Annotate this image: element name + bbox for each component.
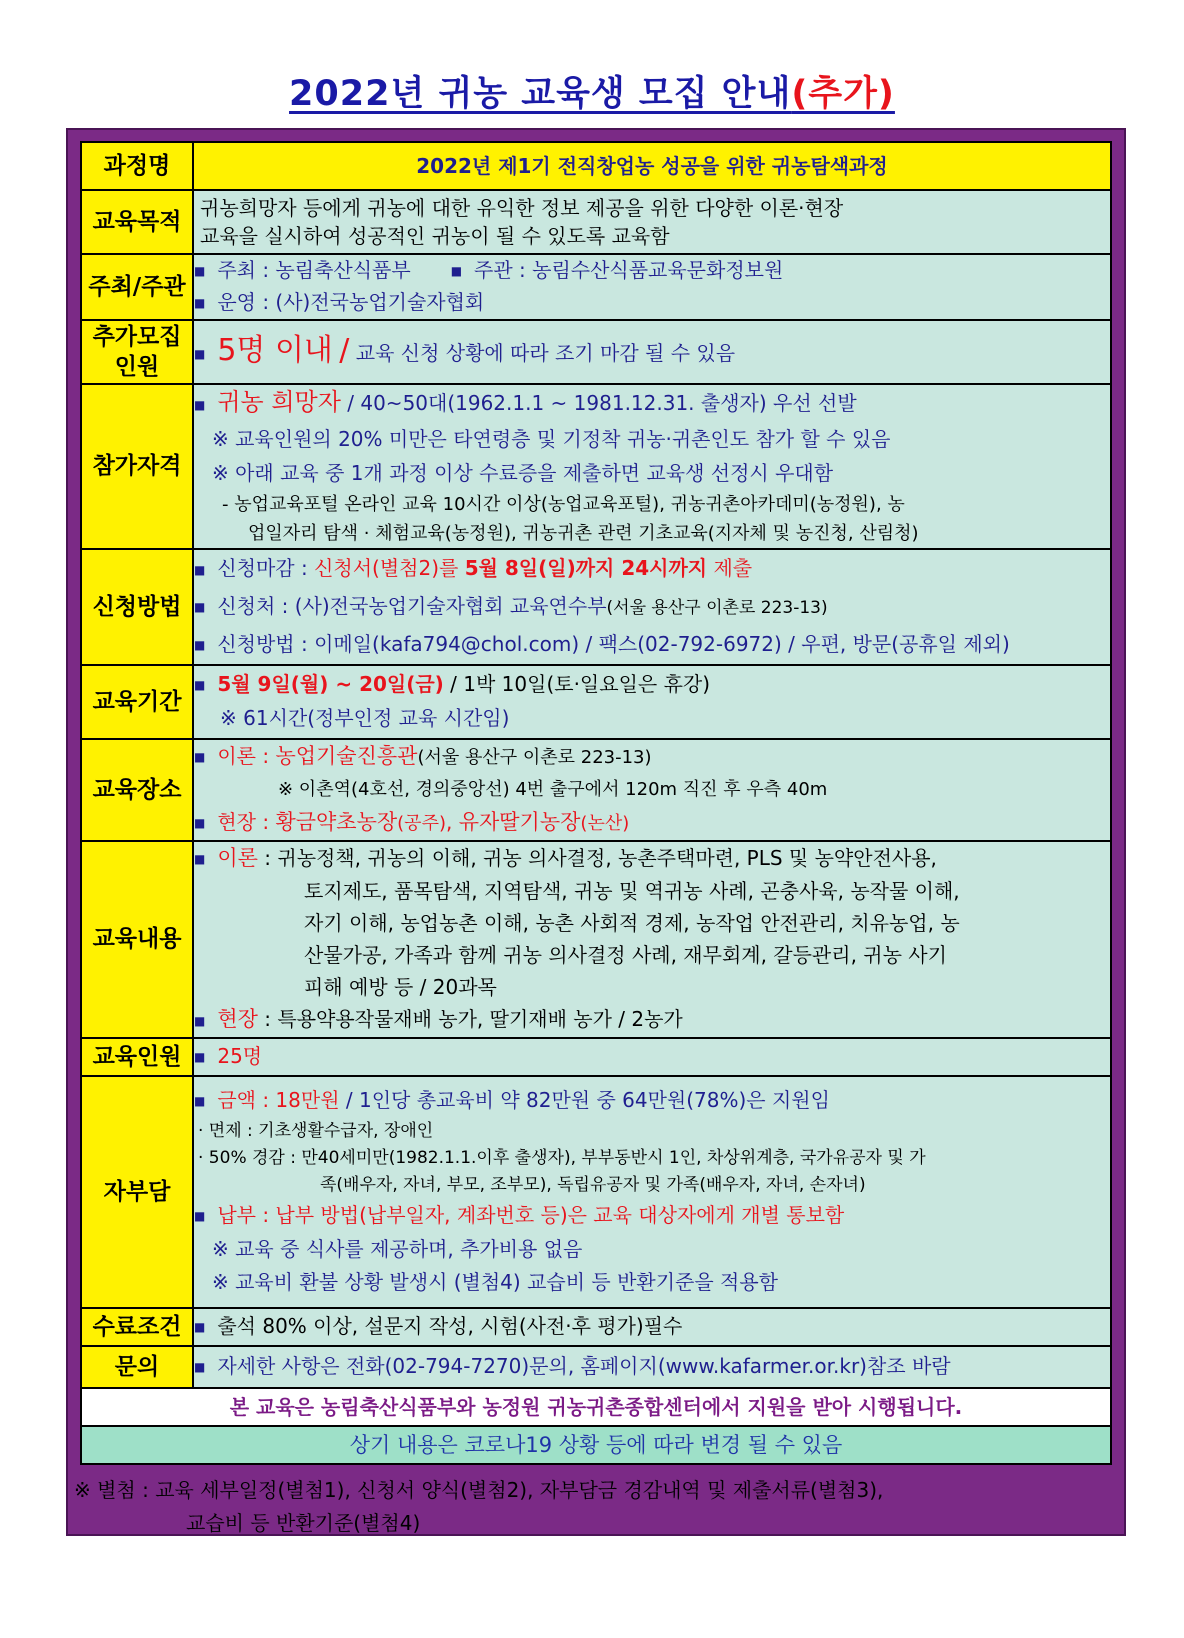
row-course <box>81 142 1111 190</box>
content-theory-line: 피해 예방 등 / 20과목 <box>304 975 497 999</box>
title-main: 2022년 귀농 교육생 모집 안내 <box>289 74 792 114</box>
eligibility-dash2: 업일자리 탐색 · 체험교육(농정원), 귀농귀촌 관련 기초교육(지자체 및 농진청, 산림청) <box>248 522 919 544</box>
row-headcount <box>81 1038 1111 1076</box>
headcount-value: 25명 <box>217 1043 263 1068</box>
inquiry-value: 자세한 사항은 전화(02-794-7270)문의, 홈페이지(www.kafarmer.or.kr)참조 바람 <box>217 1353 951 1378</box>
bullet-icon: ■ <box>194 1013 206 1028</box>
deadline-date: 5월 8일(일)까지 24시까지 <box>464 556 708 580</box>
content-theory-label: 이론 <box>217 845 258 870</box>
cost-note2: ※ 교육비 환불 상황 발생시 (별첨4) 교습비 등 반환기준을 적용함 <box>212 1270 778 1294</box>
bullet-icon: ■ <box>194 678 206 692</box>
eligibility-note1: ※ 교육인원의 20% 미만은 타연령층 및 기정착 귀농·귀촌인도 참가 할 수 있음 <box>212 426 891 451</box>
label-host: 주최/주관 <box>81 254 193 320</box>
cost-discount1: · 50% 경감 : 만40세미만(1982.1.1.이후 출생자), 부부동반시 1인, 차상위계층, 국가유공자 및 가 <box>198 1148 926 1168</box>
cost-discount2: 족(배우자, 자녀, 부모, 조부모), 독립유공자 및 가족(배우자, 자녀, 손자녀) <box>320 1175 866 1195</box>
label-course: 과정명 <box>81 142 193 190</box>
period-note: ※ 61시간(정부인정 교육 시간임) <box>220 706 510 730</box>
content-theory-line: 산물가공, 가족과 함께 귀농 의사결정 사례, 재무회계, 갈등관리, 귀농 사기 <box>304 943 947 967</box>
eligibility-target: 귀농 희망자 <box>217 388 341 416</box>
recruit-count: 5명 이내 <box>217 332 333 368</box>
apply-place: 신청처 : (사)전국농업기술자협회 교육연수부 <box>217 593 607 618</box>
row-notice2 <box>81 1426 1111 1464</box>
change-notice: 상기 내용은 코로나19 상황 등에 따라 변경 될 수 있음 <box>81 1426 1111 1464</box>
label-venue: 교육장소 <box>81 739 193 841</box>
cost-note1: ※ 교육 중 식사를 제공하며, 추가비용 없음 <box>212 1237 583 1261</box>
label-apply: 신청방법 <box>81 549 193 665</box>
content-theory-line: : 귀농정책, 귀농의 이해, 귀농 의사결정, 농촌주택마련, PLS 및 농약안전사용, <box>264 845 937 870</box>
organizer-text: 주관 : 농림수산식품교육문화정보원 <box>474 258 784 282</box>
venue-theory-place: 농업기술진흥관 <box>275 743 418 768</box>
bullet-icon: ■ <box>194 1094 206 1108</box>
label-cost: 자부담 <box>81 1076 193 1308</box>
venue-theory-label: 이론 : <box>217 743 276 768</box>
bullet-icon: ■ <box>194 852 206 866</box>
venue-field-region1: (공주) <box>397 812 446 834</box>
cost-amount: 금액 : 18만원 <box>217 1088 340 1112</box>
bullet-icon: ■ <box>450 264 463 278</box>
attachments-line1: ※ 별첨 : 교육 세부일정(별첨1), 신청서 양식(별첨2), 자부담금 경감내역 및 제출서류(별첨3), <box>74 1478 884 1502</box>
content-theory-line: 자기 이해, 농업농촌 이해, 농촌 사회적 경제, 농작업 안전관리, 치유농업, 농 <box>304 911 960 935</box>
bullet-icon: ■ <box>194 816 206 830</box>
row-extra-recruit <box>81 320 1111 384</box>
cost-amount-rest: / 1인당 총교육비 약 82만원 중 64만원(78%)은 지원임 <box>339 1088 830 1112</box>
label-period: 교육기간 <box>81 665 193 739</box>
purpose-line2: 교육을 실시하여 성공적인 귀농이 될 수 있도록 교육함 <box>200 224 670 248</box>
cost-exempt: · 면제 : 기초생활수급자, 장애인 <box>198 1121 434 1141</box>
apply-method: 신청방법 : 이메일(kafa794@chol.com) / 팩스(02-792-6972) / 우편, 방문(공휴일 제외) <box>217 631 1010 656</box>
bullet-icon: ■ <box>194 638 206 652</box>
venue-theory-address: (서울 용산구 이촌로 223-13) <box>417 746 652 768</box>
row-completion <box>81 1308 1111 1346</box>
course-name: 2022년 제1기 전직창업농 성공을 위한 귀농탐색과정 <box>193 142 1111 190</box>
host-text: 주최 : 농림축산식품부 <box>217 258 411 282</box>
recruit-note: 교육 신청 상황에 따라 조기 마감 될 수 있음 <box>355 340 736 365</box>
operator-text: 운영 : (사)전국농업기술자협회 <box>217 290 485 314</box>
eligibility-note2: ※ 아래 교육 중 1개 과정 이상 수료증을 제출하면 교육생 선정시 우대함 <box>212 460 834 485</box>
support-notice: 본 교육은 농림축산식품부와 농정원 귀농귀촌종합센터에서 지원을 받아 시행됩니다. <box>81 1388 1111 1426</box>
bullet-icon: ■ <box>194 296 206 310</box>
bullet-icon: ■ <box>194 1319 206 1334</box>
row-host <box>81 254 1111 320</box>
recruit-slash: / <box>339 332 350 368</box>
row-venue <box>81 739 1111 841</box>
deadline-form: 신청서(별첨2)를 <box>314 556 465 580</box>
row-notice1 <box>81 1388 1111 1426</box>
cost-payment: 납부 : 납부 방법(납부일자, 계좌번호 등)은 교육 대상자에게 개별 통보함 <box>217 1203 845 1227</box>
bullet-icon: ■ <box>194 562 206 577</box>
page-title <box>0 66 1184 116</box>
content-field-label: 현장 <box>217 1007 258 1031</box>
period-rest: / 1박 10일(토·일요일은 휴강) <box>443 672 711 696</box>
content-field-text: : 특용약용작물재배 농가, 딸기재배 농가 / 2농가 <box>264 1007 683 1031</box>
label-extra-recruit: 추가모집 인원 <box>81 320 193 384</box>
label-inquiry: 문의 <box>81 1346 193 1388</box>
content-theory-line: 토지제도, 품목탐색, 지역탐색, 귀농 및 역귀농 사례, 곤충사육, 농작물 이해, <box>304 879 960 903</box>
row-purpose <box>81 190 1111 254</box>
apply-address: (서울 용산구 이촌로 223-13) <box>606 597 828 618</box>
row-eligibility <box>81 384 1111 549</box>
completion-value: 출석 80% 이상, 설문지 작성, 시험(사전·후 평가)필수 <box>217 1313 683 1338</box>
attachments-line2: 교습비 등 반환기준(별첨4) <box>186 1511 421 1535</box>
deadline-label: 신청마감 : <box>217 556 315 580</box>
label-eligibility: 참가자격 <box>81 384 193 549</box>
eligibility-dash1: - 농업교육포털 온라인 교육 10시간 이상(농업교육포털), 귀농귀촌아카데미(농정원), 농 <box>222 493 905 515</box>
info-table <box>80 141 1112 1465</box>
deadline-end: 제출 <box>707 556 753 580</box>
attachments-note <box>74 1474 1114 1540</box>
venue-theory-note: ※ 이촌역(4호선, 경의중앙선) 4번 출구에서 120m 직진 후 우측 40m <box>278 778 828 800</box>
row-content <box>81 841 1111 1038</box>
label-completion: 수료조건 <box>81 1308 193 1346</box>
row-inquiry <box>81 1346 1111 1388</box>
bullet-icon: ■ <box>194 397 206 412</box>
label-headcount: 교육인원 <box>81 1038 193 1076</box>
venue-field-sep: , <box>445 809 459 834</box>
row-period <box>81 665 1111 739</box>
bullet-icon: ■ <box>194 346 206 361</box>
bullet-icon: ■ <box>194 1209 206 1223</box>
row-cost <box>81 1076 1111 1308</box>
label-purpose: 교육목적 <box>81 190 193 254</box>
venue-field-place2: 유자딸기농장 <box>458 809 581 834</box>
title-extra: (추가) <box>791 74 895 114</box>
bullet-icon: ■ <box>194 1049 206 1064</box>
label-content: 교육내용 <box>81 841 193 1038</box>
period-dates: 5월 9일(월) ~ 20일(금) <box>217 672 444 696</box>
bullet-icon: ■ <box>194 264 206 278</box>
row-apply <box>81 549 1111 665</box>
bullet-icon: ■ <box>194 600 206 614</box>
venue-field-place1: 황금약초농장 <box>275 809 398 834</box>
venue-field-region2: (논산) <box>580 812 630 834</box>
bullet-icon: ■ <box>194 1359 206 1374</box>
venue-field-label: 현장 : <box>217 809 276 834</box>
bullet-icon: ■ <box>194 750 206 764</box>
purpose-line1: 귀농희망자 등에게 귀농에 대한 유익한 정보 제공을 위한 다양한 이론·현장 <box>200 196 844 220</box>
eligibility-age: / 40~50대(1962.1.1 ~ 1981.12.31. 출생자) 우선 선발 <box>340 391 857 415</box>
